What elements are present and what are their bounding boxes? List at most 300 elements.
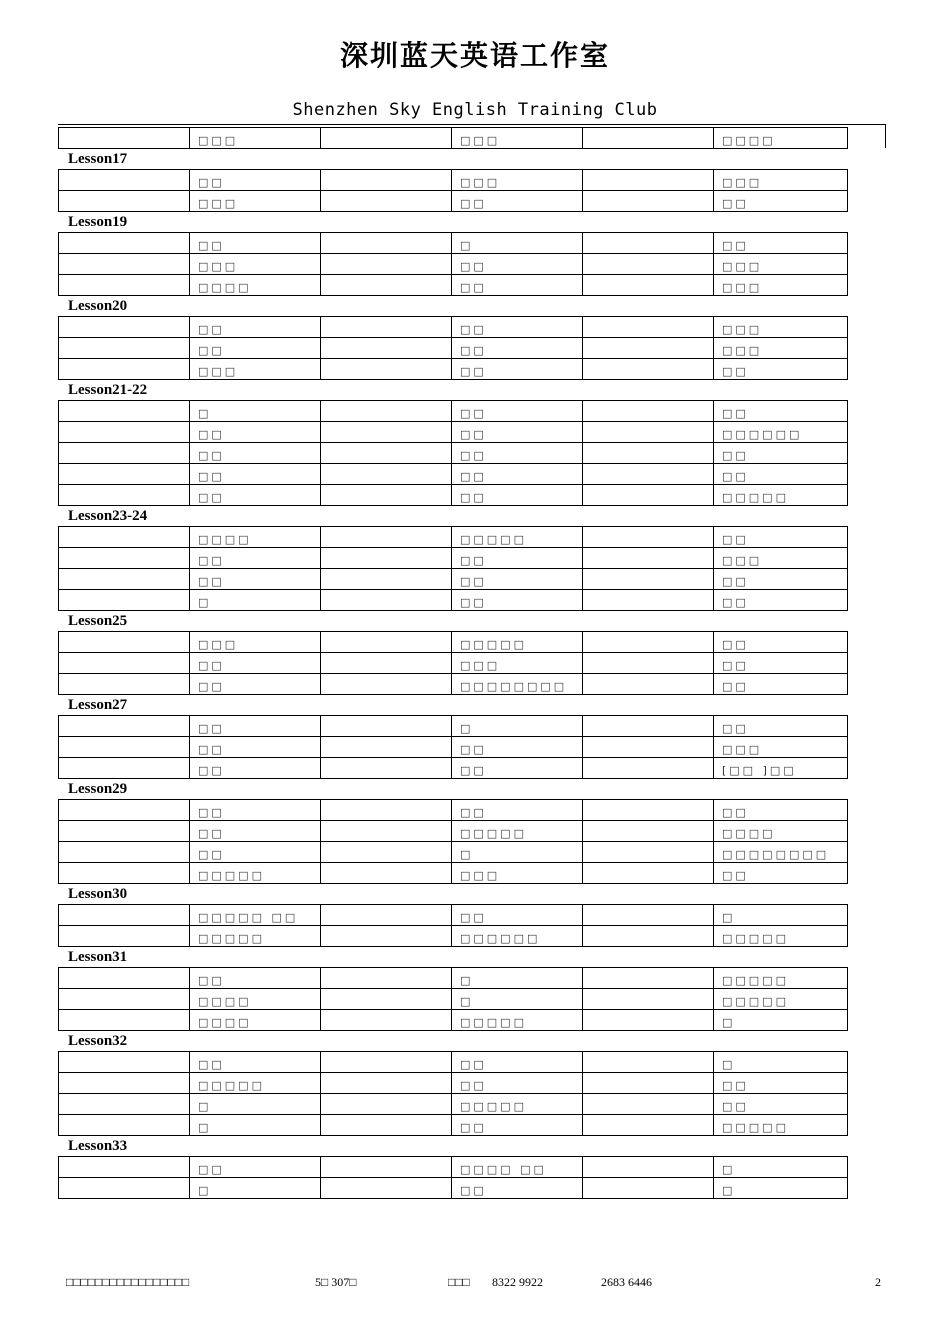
prompt-cell: □□: [714, 359, 848, 380]
prompt-cell: □□□□: [190, 1010, 321, 1031]
table-row: [59, 1178, 848, 1199]
answer-cell: [583, 632, 714, 653]
prompt-cell: □□: [190, 716, 321, 737]
prompt-cell: □□: [452, 485, 583, 506]
footer-phone-label: □□□: [448, 1275, 470, 1289]
prompt-cell: □□: [190, 443, 321, 464]
prompt-cell: □□□□: [190, 527, 321, 548]
prompt-cell: □□: [714, 233, 848, 254]
answer-cell: [583, 128, 714, 149]
prompt-cell: □□□: [714, 170, 848, 191]
answer-cell: [59, 758, 190, 779]
table-row: [59, 170, 848, 191]
vocabulary-table: [58, 1051, 848, 1136]
answer-cell: [583, 926, 714, 947]
table-row: [59, 401, 848, 422]
answer-cell: [321, 1052, 452, 1073]
prompt-cell: □□: [714, 632, 848, 653]
prompt-cell: □□□□□: [452, 632, 583, 653]
footer-room: 5□ 307□: [315, 1275, 357, 1289]
prompt-cell: □□: [190, 569, 321, 590]
prompt-cell: □□□□□: [714, 926, 848, 947]
table-row: [59, 527, 848, 548]
answer-cell: [321, 1115, 452, 1136]
vocabulary-table: [58, 715, 848, 779]
answer-cell: [583, 548, 714, 569]
answer-cell: [321, 968, 452, 989]
prompt-cell: □□: [452, 1178, 583, 1199]
answer-cell: [583, 338, 714, 359]
prompt-cell: □□: [714, 191, 848, 212]
prompt-cell: □□: [452, 254, 583, 275]
prompt-cell: □□□□: [714, 821, 848, 842]
answer-cell: [59, 275, 190, 296]
prompt-cell: □□□: [452, 170, 583, 191]
answer-cell: [583, 254, 714, 275]
prompt-cell: □□: [190, 653, 321, 674]
answer-cell: [583, 989, 714, 1010]
table-row: [59, 737, 848, 758]
prompt-cell: □□: [190, 821, 321, 842]
page-number: 2: [875, 1275, 881, 1289]
prompt-cell: □□□: [190, 359, 321, 380]
prompt-cell: □: [452, 989, 583, 1010]
vocabulary-table: [58, 799, 848, 884]
prompt-cell: □: [190, 401, 321, 422]
prompt-cell: □□: [190, 338, 321, 359]
answer-cell: [59, 548, 190, 569]
lesson-heading: Lesson32: [68, 1033, 128, 1049]
prompt-cell: □□□□□□: [714, 422, 848, 443]
prompt-cell: □□: [452, 569, 583, 590]
table-row: [59, 632, 848, 653]
prompt-cell: □□: [714, 443, 848, 464]
prompt-cell: □□□□□□: [452, 926, 583, 947]
table-row: [59, 317, 848, 338]
prompt-cell: □□□□□: [452, 1010, 583, 1031]
prompt-cell: □□: [190, 1157, 321, 1178]
answer-cell: [583, 800, 714, 821]
prompt-cell: □: [190, 1178, 321, 1199]
answer-cell: [583, 1094, 714, 1115]
page-subtitle: Shenzhen Sky English Training Club: [292, 100, 658, 120]
answer-cell: [59, 1115, 190, 1136]
table-row: [59, 1073, 848, 1094]
prompt-cell: □□: [714, 1073, 848, 1094]
vocabulary-table: [58, 631, 848, 695]
answer-cell: [583, 842, 714, 863]
prompt-cell: □□□: [452, 653, 583, 674]
answer-cell: [321, 1157, 452, 1178]
prompt-cell: □□: [452, 275, 583, 296]
table-row: [59, 863, 848, 884]
answer-cell: [59, 317, 190, 338]
prompt-cell: □□: [714, 800, 848, 821]
prompt-cell: □□: [452, 1073, 583, 1094]
prompt-cell: □□: [714, 401, 848, 422]
prompt-cell: □□: [190, 674, 321, 695]
table-row: [59, 359, 848, 380]
answer-cell: [59, 338, 190, 359]
answer-cell: [59, 1178, 190, 1199]
answer-cell: [321, 527, 452, 548]
prompt-cell: □: [452, 233, 583, 254]
prompt-cell: □□□□: [190, 989, 321, 1010]
prompt-cell: □□□: [190, 191, 321, 212]
answer-cell: [583, 443, 714, 464]
prompt-cell: □□□□: [190, 275, 321, 296]
prompt-cell: □□□□ □□: [452, 1157, 583, 1178]
answer-cell: [583, 905, 714, 926]
prompt-cell: □□: [190, 758, 321, 779]
vocabulary-table: [58, 169, 848, 212]
answer-cell: [583, 569, 714, 590]
prompt-cell: □□: [714, 863, 848, 884]
vocabulary-table: [58, 400, 848, 506]
answer-cell: [321, 863, 452, 884]
answer-cell: [321, 590, 452, 611]
table-row: [59, 1115, 848, 1136]
answer-cell: [59, 170, 190, 191]
answer-cell: [321, 632, 452, 653]
prompt-cell: □□: [190, 317, 321, 338]
table-row: [59, 443, 848, 464]
answer-cell: [583, 737, 714, 758]
table-row: [59, 674, 848, 695]
prompt-cell: □: [190, 590, 321, 611]
prompt-cell: □□: [452, 548, 583, 569]
answer-cell: [321, 737, 452, 758]
prompt-cell: [□□ ]□□: [714, 758, 848, 779]
prompt-cell: □□□□□: [452, 527, 583, 548]
answer-cell: [583, 275, 714, 296]
answer-cell: [583, 1052, 714, 1073]
prompt-cell: □□: [452, 758, 583, 779]
prompt-cell: □□: [714, 674, 848, 695]
answer-cell: [321, 317, 452, 338]
table-row: [59, 128, 848, 149]
answer-cell: [321, 338, 452, 359]
answer-cell: [583, 401, 714, 422]
prompt-cell: □□□: [452, 863, 583, 884]
prompt-cell: □□□□□: [714, 1115, 848, 1136]
prompt-cell: □□: [452, 191, 583, 212]
prompt-cell: □□□: [714, 548, 848, 569]
page-title: 深圳蓝天英语工作室: [339, 39, 610, 72]
answer-cell: [321, 800, 452, 821]
answer-cell: [59, 1073, 190, 1094]
answer-cell: [59, 527, 190, 548]
prompt-cell: □□: [190, 464, 321, 485]
answer-cell: [321, 443, 452, 464]
answer-cell: [59, 632, 190, 653]
prompt-cell: □□□□□□□□: [714, 842, 848, 863]
lesson-heading: Lesson23-24: [68, 508, 148, 524]
prompt-cell: □□□□□: [714, 989, 848, 1010]
table-row: [59, 233, 848, 254]
prompt-cell: □□□□□: [452, 1094, 583, 1115]
answer-cell: [583, 422, 714, 443]
answer-cell: [59, 821, 190, 842]
prompt-cell: □: [452, 716, 583, 737]
prompt-cell: □: [714, 1010, 848, 1031]
answer-cell: [59, 716, 190, 737]
answer-cell: [321, 548, 452, 569]
prompt-cell: □□□: [452, 128, 583, 149]
prompt-cell: □□: [452, 800, 583, 821]
prompt-cell: □□: [190, 1052, 321, 1073]
answer-cell: [321, 1094, 452, 1115]
table-row: [59, 1052, 848, 1073]
answer-cell: [583, 170, 714, 191]
table-row: [59, 338, 848, 359]
answer-cell: [59, 737, 190, 758]
table-row: [59, 842, 848, 863]
prompt-cell: □□□: [714, 317, 848, 338]
vocabulary-table: [58, 967, 848, 1031]
answer-cell: [321, 653, 452, 674]
answer-cell: [583, 1115, 714, 1136]
answer-cell: [59, 401, 190, 422]
prompt-cell: □: [190, 1115, 321, 1136]
lesson-heading: Lesson19: [68, 214, 128, 230]
prompt-cell: □□□□: [714, 128, 848, 149]
answer-cell: [583, 233, 714, 254]
prompt-cell: □□□: [714, 737, 848, 758]
answer-cell: [583, 485, 714, 506]
footer-phone-1: 8322 9922: [492, 1275, 543, 1289]
prompt-cell: □□: [714, 653, 848, 674]
answer-cell: [583, 590, 714, 611]
answer-cell: [59, 905, 190, 926]
prompt-cell: □□: [190, 422, 321, 443]
table-row: [59, 1157, 848, 1178]
prompt-cell: □□: [190, 170, 321, 191]
vocabulary-table: [58, 526, 848, 611]
prompt-cell: □: [452, 968, 583, 989]
lesson-heading: Lesson27: [68, 697, 128, 713]
answer-cell: [321, 359, 452, 380]
table-row: [59, 821, 848, 842]
table-row: [59, 716, 848, 737]
table-row: [59, 485, 848, 506]
table-row: [59, 905, 848, 926]
prompt-cell: □□: [714, 527, 848, 548]
vocabulary-table: [58, 316, 848, 380]
prompt-cell: □□□□□□□□: [452, 674, 583, 695]
answer-cell: [321, 254, 452, 275]
answer-cell: [583, 359, 714, 380]
answer-cell: [59, 800, 190, 821]
header-divider: [58, 124, 886, 125]
answer-cell: [59, 359, 190, 380]
table-row: [59, 548, 848, 569]
prompt-cell: □□: [190, 548, 321, 569]
answer-cell: [321, 128, 452, 149]
prompt-cell: □□: [714, 464, 848, 485]
prompt-cell: □□: [452, 1052, 583, 1073]
answer-cell: [583, 863, 714, 884]
lesson-heading: Lesson29: [68, 781, 128, 797]
table-row: [59, 464, 848, 485]
answer-cell: [321, 842, 452, 863]
answer-cell: [583, 1010, 714, 1031]
prompt-cell: □□: [714, 1094, 848, 1115]
prompt-cell: □□: [452, 905, 583, 926]
answer-cell: [583, 968, 714, 989]
footer-address: □□□□□□□□□□□□□□□□□: [66, 1275, 190, 1289]
answer-cell: [583, 191, 714, 212]
answer-cell: [59, 1094, 190, 1115]
prompt-cell: □□□: [190, 254, 321, 275]
table-row: [59, 275, 848, 296]
answer-cell: [59, 926, 190, 947]
prompt-cell: □□□: [190, 632, 321, 653]
answer-cell: [583, 674, 714, 695]
prompt-cell: □: [714, 1052, 848, 1073]
prompt-cell: □□□□□: [714, 485, 848, 506]
prompt-cell: □: [714, 1178, 848, 1199]
answer-cell: [583, 1178, 714, 1199]
footer-phone-2: 2683 6446: [601, 1275, 652, 1289]
answer-cell: [59, 569, 190, 590]
lesson-heading: Lesson20: [68, 298, 128, 314]
table-row: [59, 1010, 848, 1031]
prompt-cell: □□: [452, 359, 583, 380]
table-row: [59, 800, 848, 821]
answer-cell: [583, 758, 714, 779]
answer-cell: [59, 1052, 190, 1073]
table-row: [59, 926, 848, 947]
table-row: [59, 968, 848, 989]
prompt-cell: □□: [452, 317, 583, 338]
answer-cell: [59, 191, 190, 212]
answer-cell: [59, 590, 190, 611]
prompt-cell: □□□: [714, 254, 848, 275]
prompt-cell: □□: [190, 485, 321, 506]
answer-cell: [583, 653, 714, 674]
answer-cell: [321, 758, 452, 779]
table-row: [59, 422, 848, 443]
prompt-cell: □: [714, 905, 848, 926]
prompt-cell: □□: [452, 590, 583, 611]
lesson-heading: Lesson21-22: [68, 382, 148, 398]
prompt-cell: □□□□□: [190, 863, 321, 884]
answer-cell: [59, 653, 190, 674]
answer-cell: [583, 821, 714, 842]
answer-cell: [59, 1010, 190, 1031]
answer-cell: [321, 1178, 452, 1199]
answer-cell: [321, 170, 452, 191]
prompt-cell: □□: [190, 968, 321, 989]
answer-cell: [59, 254, 190, 275]
prompt-cell: □□: [452, 422, 583, 443]
table-row: [59, 758, 848, 779]
prompt-cell: □□□: [714, 275, 848, 296]
prompt-cell: □□□□□: [714, 968, 848, 989]
prompt-cell: □□: [714, 569, 848, 590]
table-row: [59, 254, 848, 275]
answer-cell: [59, 422, 190, 443]
answer-cell: [59, 842, 190, 863]
answer-cell: [59, 863, 190, 884]
vocabulary-table: [58, 127, 848, 149]
prompt-cell: □□□□□: [452, 821, 583, 842]
answer-cell: [583, 1073, 714, 1094]
vocabulary-table: [58, 1156, 848, 1199]
answer-cell: [59, 485, 190, 506]
lesson-heading: Lesson25: [68, 613, 128, 629]
table-row: [59, 590, 848, 611]
prompt-cell: □□: [452, 443, 583, 464]
prompt-cell: □□□: [714, 338, 848, 359]
prompt-cell: □□: [452, 1115, 583, 1136]
answer-cell: [59, 443, 190, 464]
answer-cell: [321, 716, 452, 737]
answer-cell: [321, 569, 452, 590]
lesson-heading: Lesson33: [68, 1138, 128, 1154]
answer-cell: [59, 674, 190, 695]
prompt-cell: □□□□□: [190, 1073, 321, 1094]
prompt-cell: □□: [452, 338, 583, 359]
answer-cell: [321, 464, 452, 485]
answer-cell: [59, 128, 190, 149]
table-row: [59, 191, 848, 212]
prompt-cell: □□: [190, 800, 321, 821]
answer-cell: [583, 527, 714, 548]
table-row: [59, 989, 848, 1010]
answer-cell: [321, 674, 452, 695]
answer-cell: [321, 233, 452, 254]
answer-cell: [321, 1010, 452, 1031]
table-row: [59, 569, 848, 590]
answer-cell: [321, 926, 452, 947]
prompt-cell: □□□□□ □□: [190, 905, 321, 926]
prompt-cell: □: [452, 842, 583, 863]
prompt-cell: □□: [714, 590, 848, 611]
prompt-cell: □□: [190, 233, 321, 254]
answer-cell: [583, 317, 714, 338]
prompt-cell: □□: [714, 716, 848, 737]
lesson-heading: Lesson30: [68, 886, 128, 902]
answer-cell: [321, 821, 452, 842]
answer-cell: [583, 464, 714, 485]
answer-cell: [321, 275, 452, 296]
prompt-cell: □□□□□: [190, 926, 321, 947]
answer-cell: [583, 716, 714, 737]
answer-cell: [583, 1157, 714, 1178]
answer-cell: [321, 191, 452, 212]
prompt-cell: □□: [190, 842, 321, 863]
answer-cell: [321, 1073, 452, 1094]
header-divider-tick: [885, 124, 886, 148]
table-row: [59, 653, 848, 674]
vocabulary-worksheet: [58, 127, 847, 1199]
lesson-heading: Lesson31: [68, 949, 128, 965]
answer-cell: [59, 233, 190, 254]
prompt-cell: □□□: [190, 128, 321, 149]
prompt-cell: □□: [452, 464, 583, 485]
answer-cell: [59, 464, 190, 485]
answer-cell: [59, 1157, 190, 1178]
prompt-cell: □□: [190, 737, 321, 758]
answer-cell: [321, 422, 452, 443]
answer-cell: [321, 989, 452, 1010]
prompt-cell: □: [714, 1157, 848, 1178]
lesson-heading: Lesson17: [68, 151, 128, 167]
answer-cell: [59, 989, 190, 1010]
prompt-cell: □: [190, 1094, 321, 1115]
